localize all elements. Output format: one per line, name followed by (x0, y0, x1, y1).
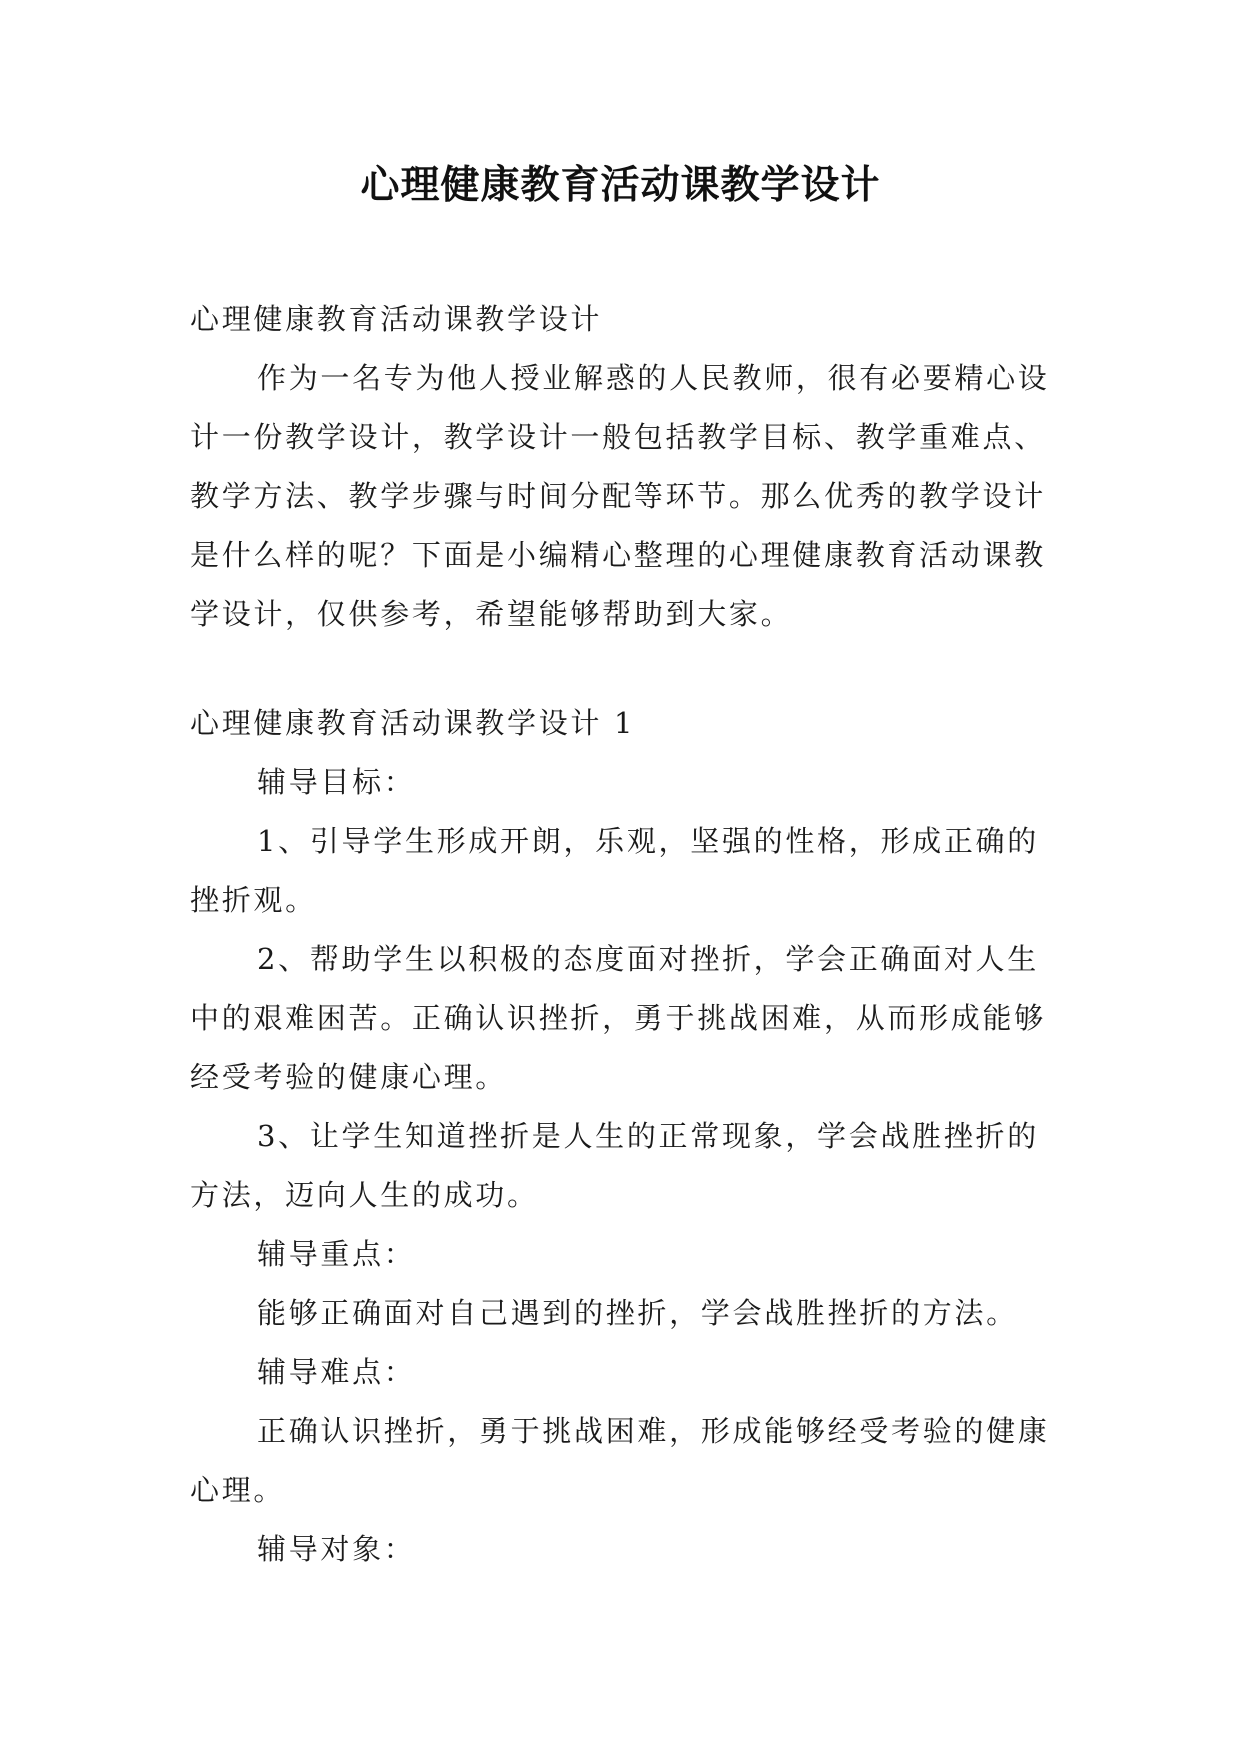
document-body (190, 290, 1060, 1579)
goals-label: 辅导目标： (257, 765, 416, 799)
section-heading: 心理健康教育活动课教学设计 1 (190, 706, 636, 740)
difficulty-text: 正确认识挫折，勇于挑战困难，形成能够经受考验的健康心理。 (190, 1414, 1050, 1507)
paragraph-gap (190, 644, 1060, 694)
document-title: 心理健康教育活动课教学设计 (360, 162, 881, 208)
document-subtitle: 心理健康教育活动课教学设计 (190, 302, 603, 336)
difficulty-label: 辅导难点： (257, 1355, 416, 1389)
goal-item-2: 2、帮助学生以积极的态度面对挫折，学会正确面对人生中的艰难困苦。正确认识挫折，勇于挑战困难，从而形成能够经受考验的健康心理。 (190, 942, 1046, 1094)
key-point-label: 辅导重点： (257, 1237, 416, 1271)
goal-item-1: 1、引导学生形成开朗，乐观，坚强的性格，形成正确的挫折观。 (190, 824, 1039, 917)
goal-item-3: 3、让学生知道挫折是人生的正常现象，学会战胜挫折的方法，迈向人生的成功。 (190, 1119, 1039, 1212)
intro-paragraph: 作为一名专为他人授业解惑的人民教师，很有必要精心设计一份教学设计，教学设计一般包括教学目标、教学重难点、教学方法、教学步骤与时间分配等环节。那么优秀的教学设计是什么样的呢？下面是小编精心整理的心理健康教育活动课教学设计，仅供参考，希望能够帮助到大家。 (190, 361, 1050, 631)
key-point-text: 能够正确面对自己遇到的挫折，学会战胜挫折的方法。 (257, 1296, 1018, 1330)
target-label: 辅导对象： (257, 1532, 416, 1566)
